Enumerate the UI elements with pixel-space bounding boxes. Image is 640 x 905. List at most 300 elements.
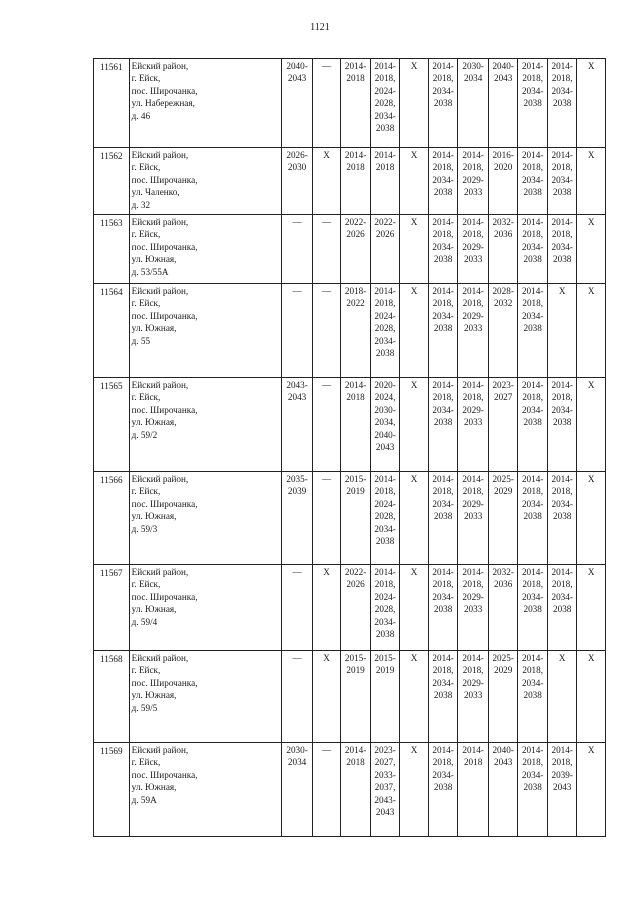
cell-line: X (410, 150, 418, 160)
cell-line: 2033 (463, 187, 483, 198)
cell-line: 2038 (553, 98, 572, 109)
address-line: пос. Широчанка, (131, 677, 198, 688)
cell-line: 2014- (551, 217, 573, 227)
period-cell (282, 215, 313, 284)
cell-line: 2038 (523, 187, 542, 198)
period-cell (577, 59, 606, 148)
cell-line: 2038 (523, 604, 542, 615)
cell-line: 2014- (374, 567, 396, 577)
address-line: г. Ейск, (131, 162, 161, 173)
cell-line: 2028, (374, 98, 396, 109)
table-row (94, 284, 606, 378)
cell-line: 2038 (433, 782, 453, 793)
period-cell (370, 215, 400, 284)
cell-line: 2034- (432, 404, 454, 415)
period-cell (370, 148, 400, 215)
period-cell (518, 59, 548, 148)
period-cell (518, 284, 548, 378)
period-cell (400, 378, 429, 472)
period-cell (312, 215, 341, 284)
address-line: г. Ейск, (131, 229, 161, 240)
cell-line: X (323, 653, 330, 663)
cell-line: 2014- (551, 61, 573, 71)
cell-line: 2043 (375, 807, 395, 818)
address-line: г. Ейск, (131, 579, 161, 590)
cell-line: 2038 (375, 536, 395, 547)
cell-line: X (410, 474, 418, 484)
cell-line: 2034- (432, 769, 454, 780)
cell-line: 2034- (551, 404, 573, 415)
period-cell (488, 148, 518, 215)
period-cell (282, 378, 313, 472)
cell-line: 2015- (374, 653, 396, 663)
cell-line: 2026 (346, 229, 365, 240)
cell-line: 2024- (374, 310, 396, 321)
period-cell (488, 215, 518, 284)
cell-line: — (292, 286, 302, 296)
period-cell (312, 148, 341, 215)
period-cell (488, 378, 518, 472)
address-line: д. 32 (131, 199, 151, 210)
cell-line: X (587, 745, 595, 755)
table-row (94, 59, 606, 148)
cell-line: 2033 (463, 604, 483, 615)
cell-line: X (410, 745, 418, 755)
cell-line: 2022 (346, 298, 365, 309)
cell-line: 2014- (551, 380, 573, 390)
cell-line: 2032- (492, 567, 514, 577)
cell-line: 2029- (462, 241, 484, 252)
period-cell (341, 378, 371, 472)
address-line: ул. Южная, (131, 511, 177, 522)
cell-line: 2014- (344, 150, 367, 160)
cell-line: 2032- (492, 217, 514, 227)
cell-line: — (321, 745, 332, 755)
cell-line: 2014- (374, 474, 396, 484)
cell-line: 2023- (374, 745, 396, 755)
period-cell (428, 215, 458, 284)
address-line: пос. Широчанка, (131, 310, 198, 321)
period-cell (428, 565, 458, 651)
cell-line: 2029 (493, 486, 513, 497)
period-cell (400, 284, 429, 378)
period-cell (518, 215, 548, 284)
period-cell (370, 378, 400, 472)
cell-line: 2034- (521, 85, 544, 96)
address-line: Ейский район, (131, 217, 189, 227)
cell-line: 2014- (344, 61, 367, 71)
row-number: 11565 (94, 378, 130, 472)
cell-line: 2018, (374, 579, 396, 590)
address-line: д. 59/3 (131, 523, 158, 534)
cell-line: 2027 (493, 392, 513, 403)
cell-line: 2033 (463, 417, 483, 428)
cell-line: 2018 (346, 757, 365, 768)
cell-line: X (587, 567, 595, 577)
period-cell (370, 651, 400, 743)
cell-line: 2034- (432, 241, 454, 252)
period-cell (577, 215, 606, 284)
cell-line: 2018, (522, 162, 544, 173)
address-line: пос. Широчанка, (131, 498, 198, 509)
table-row (94, 743, 606, 837)
cell-line: 2018, (432, 162, 454, 173)
cell-line: 2029- (462, 310, 484, 321)
cell-line: 2028, (374, 511, 396, 522)
period-cell (341, 148, 371, 215)
cell-line: 2038 (375, 629, 395, 640)
address-line: ул. Южная, (131, 323, 177, 334)
cell-line: 2014- (374, 61, 396, 71)
address-line: Ейский район, (131, 150, 189, 160)
address-line: г. Ейск, (131, 486, 161, 497)
period-cell (282, 148, 313, 215)
period-cell (428, 651, 458, 743)
period-cell (400, 215, 429, 284)
table-row (94, 565, 606, 651)
table-row (94, 215, 606, 284)
cell-line: 2038 (433, 511, 453, 522)
row-number: 11566 (94, 472, 130, 565)
cell-line: 2038 (523, 511, 542, 522)
address-line: Ейский район, (131, 567, 189, 577)
period-cell (428, 378, 458, 472)
cell-line: 2024- (374, 591, 396, 602)
cell-line: 2018 (346, 73, 365, 84)
cell-line: 2039 (287, 486, 307, 497)
cell-line: 2038 (433, 690, 453, 701)
address-cell (129, 215, 282, 284)
period-cell (577, 472, 606, 565)
period-cell (341, 284, 371, 378)
cell-line: 2014- (432, 567, 454, 577)
period-cell (370, 59, 400, 148)
cell-line: 2030- (462, 61, 484, 71)
cell-line: 2018 (346, 162, 365, 173)
row-number: 11568 (94, 651, 130, 743)
cell-line: 2014- (462, 217, 484, 227)
cell-line: 2043 (375, 442, 395, 453)
address-line: ул. Южная, (131, 690, 177, 701)
cell-line: 2018, (432, 73, 454, 84)
cell-line: 2014- (551, 150, 573, 160)
period-cell (370, 743, 400, 837)
cell-line: 2029- (462, 174, 484, 185)
cell-line: 2018, (462, 392, 484, 403)
address-line: д. 55 (131, 335, 151, 346)
cell-line: 2024- (374, 498, 396, 509)
cell-line: 2034, (374, 417, 396, 428)
address-line: д. 59/2 (131, 429, 158, 440)
page-number: 1121 (310, 22, 330, 33)
cell-line: 2018, (551, 486, 573, 497)
cell-line: X (587, 380, 595, 390)
cell-line: X (587, 474, 595, 484)
cell-line: 2018, (374, 298, 396, 309)
cell-line: 2043 (553, 782, 572, 793)
period-cell (282, 472, 313, 565)
cell-line: 2014- (462, 567, 484, 577)
cell-line: 2018, (432, 579, 454, 590)
period-cell (547, 284, 577, 378)
cell-line: 2043 (493, 757, 513, 768)
period-cell (312, 59, 341, 148)
cell-line: 2018, (462, 229, 484, 240)
period-cell (518, 148, 548, 215)
period-cell (577, 284, 606, 378)
cell-line: 2026 (375, 229, 395, 240)
cell-line: 2018, (462, 162, 484, 173)
cell-line: 2034- (432, 310, 454, 321)
period-cell (458, 59, 489, 148)
cell-line: X (587, 61, 595, 71)
cell-line: 2038 (375, 123, 395, 134)
cell-line: 2014- (521, 61, 544, 71)
cell-line: 2014- (521, 286, 544, 296)
cell-line: 2034- (521, 591, 544, 602)
table-row (94, 472, 606, 565)
cell-line: 2034- (432, 498, 454, 509)
cell-line: 2018- (344, 286, 367, 296)
cell-line: 2018, (551, 392, 573, 403)
cell-line: 2034- (551, 241, 573, 252)
address-line: д. 59/5 (131, 702, 158, 713)
cell-line: — (321, 474, 332, 484)
cell-line: 2026 (346, 579, 365, 590)
cell-line: 2038 (553, 511, 572, 522)
period-cell (400, 651, 429, 743)
period-cell (341, 59, 371, 148)
address-line: г. Ейск, (131, 757, 161, 768)
period-cell (400, 148, 429, 215)
cell-line: 2020 (493, 162, 513, 173)
cell-line: 2024, (374, 392, 396, 403)
cell-line: X (587, 653, 595, 663)
cell-line: 2015- (344, 653, 367, 663)
period-cell (341, 215, 371, 284)
cell-line: 2014- (521, 653, 544, 663)
cell-line: 2014- (521, 380, 544, 390)
period-cell (312, 743, 341, 837)
cell-line: 2034- (551, 498, 573, 509)
cell-line: 2038 (553, 417, 572, 428)
address-cell (129, 743, 282, 837)
address-line: д. 59А (131, 794, 157, 805)
address-line: г. Ейск, (131, 392, 161, 403)
period-cell (458, 378, 489, 472)
row-number: 11563 (94, 215, 130, 284)
cell-line: X (558, 653, 566, 663)
cell-line: 2014- (462, 474, 484, 484)
cell-line: 2038 (433, 254, 453, 265)
cell-line: 2038 (553, 604, 572, 615)
address-line: ул. Набережная, (131, 98, 195, 109)
cell-line: 2014- (344, 745, 367, 755)
cell-line: 2014- (374, 286, 396, 296)
period-cell (312, 565, 341, 651)
period-cell (458, 215, 489, 284)
period-cell (488, 59, 518, 148)
period-cell (458, 148, 489, 215)
cell-line: 2034- (374, 523, 396, 534)
cell-line: 2014- (432, 745, 454, 755)
cell-line: 2028, (374, 323, 396, 334)
address-line: д. 59/4 (131, 616, 158, 627)
address-line: Ейский район, (131, 745, 189, 755)
address-line: ул. Южная, (131, 782, 177, 793)
period-cell (547, 565, 577, 651)
cell-line: 2033 (463, 254, 483, 265)
period-cell (488, 284, 518, 378)
row-number: 11564 (94, 284, 130, 378)
cell-line: 2043 (287, 392, 307, 403)
cell-line: 2018, (432, 486, 454, 497)
cell-line: 2038 (433, 323, 453, 334)
period-cell (518, 472, 548, 565)
period-cell (370, 472, 400, 565)
cell-line: — (292, 653, 302, 663)
cell-line: 2018 (463, 757, 483, 768)
cell-line: 2034- (521, 404, 544, 415)
period-cell (518, 565, 548, 651)
cell-line: 2014- (551, 567, 573, 577)
period-cell (428, 284, 458, 378)
address-line: ул. Южная, (131, 417, 177, 428)
cell-line: 2019 (346, 665, 365, 676)
cell-line: 2029 (493, 665, 513, 676)
period-cell (400, 472, 429, 565)
cell-line: 2029- (462, 677, 484, 688)
cell-line: — (321, 61, 332, 71)
address-line: Ейский район, (131, 653, 189, 663)
cell-line: 2034- (374, 110, 396, 121)
cell-line: 2014- (462, 653, 484, 663)
cell-line: 2024- (374, 85, 396, 96)
cell-line: 2033 (463, 323, 483, 334)
cell-line: X (410, 61, 418, 71)
cell-line: 2018, (432, 392, 454, 403)
period-cell (282, 651, 313, 743)
cell-line: 2035- (286, 474, 308, 484)
cell-line: 2038 (375, 348, 395, 359)
address-line: ул. Южная, (131, 254, 177, 265)
cell-line: 2034 (463, 73, 483, 84)
cell-line: 2038 (553, 254, 572, 265)
cell-line: 2039- (551, 769, 573, 780)
period-cell (341, 472, 371, 565)
cell-line: 2029- (462, 404, 484, 415)
cell-line: 2037, (374, 782, 396, 793)
period-cell (488, 651, 518, 743)
period-cell (341, 743, 371, 837)
address-cell (129, 148, 282, 215)
cell-line: 2034- (521, 310, 544, 321)
cell-line: 2043- (286, 380, 308, 390)
period-cell (518, 743, 548, 837)
cell-line: 2034- (551, 591, 573, 602)
address-line: д. 46 (131, 110, 151, 121)
period-cell (458, 472, 489, 565)
period-cell (428, 472, 458, 565)
cell-line: 2018, (522, 229, 544, 240)
address-line: Ейский район, (131, 474, 189, 484)
row-number: 11569 (94, 743, 130, 837)
period-cell (312, 651, 341, 743)
address-line: Ейский район, (131, 286, 189, 296)
cell-line: 2018 (375, 162, 395, 173)
cell-line: 2014- (521, 217, 544, 227)
cell-line: 2023- (492, 380, 514, 390)
period-cell (518, 651, 548, 743)
address-line: пос. Широчанка, (131, 85, 198, 96)
cell-line: 2014- (521, 150, 544, 160)
cell-line: 2034 (287, 757, 307, 768)
cell-line: — (321, 380, 332, 390)
period-cell (312, 284, 341, 378)
cell-line: X (410, 653, 418, 663)
address-line: ул. Чаленко, (131, 187, 180, 198)
cell-line: 2038 (553, 187, 572, 198)
cell-line: 2033 (463, 511, 483, 522)
cell-line: 2020- (374, 380, 396, 390)
cell-line: 2018, (462, 579, 484, 590)
cell-line: 2038 (523, 254, 542, 265)
address-line: пос. Широчанка, (131, 769, 198, 780)
cell-line: 2038 (433, 604, 453, 615)
cell-line: 2034- (521, 677, 544, 688)
cell-line: 2038 (523, 690, 542, 701)
period-cell (577, 148, 606, 215)
cell-line: 2036 (493, 229, 513, 240)
period-cell (428, 743, 458, 837)
period-cell (400, 743, 429, 837)
cell-line: 2018, (374, 73, 396, 84)
period-cell (282, 743, 313, 837)
period-cell (488, 743, 518, 837)
cell-line: 2014- (432, 61, 454, 71)
cell-line: — (292, 567, 302, 577)
cell-line: 2038 (523, 323, 542, 334)
cell-line: X (587, 150, 595, 160)
cell-line: 2034- (551, 85, 573, 96)
cell-line: 2040- (492, 61, 514, 71)
cell-line: 2014- (432, 380, 454, 390)
cell-line: 2018, (522, 579, 544, 590)
address-cell (129, 59, 282, 148)
cell-line: 2018, (432, 298, 454, 309)
cell-line: 2018, (432, 665, 454, 676)
cell-line: 2043 (493, 73, 513, 84)
cell-line: 2038 (433, 187, 453, 198)
period-cell (547, 651, 577, 743)
cell-line: 2022- (374, 217, 396, 227)
cell-line: 2018, (551, 757, 573, 768)
row-number: 11567 (94, 565, 130, 651)
cell-line: 2014- (521, 474, 544, 484)
period-cell (547, 59, 577, 148)
cell-line: 2030- (286, 745, 308, 755)
period-cell (488, 472, 518, 565)
period-cell (547, 378, 577, 472)
period-cell (547, 743, 577, 837)
period-cell (577, 743, 606, 837)
cell-line: X (410, 217, 418, 227)
period-cell (488, 565, 518, 651)
cell-line: 2028- (492, 286, 514, 296)
period-cell (400, 59, 429, 148)
cell-line: 2030 (287, 162, 307, 173)
cell-line: X (323, 150, 330, 160)
